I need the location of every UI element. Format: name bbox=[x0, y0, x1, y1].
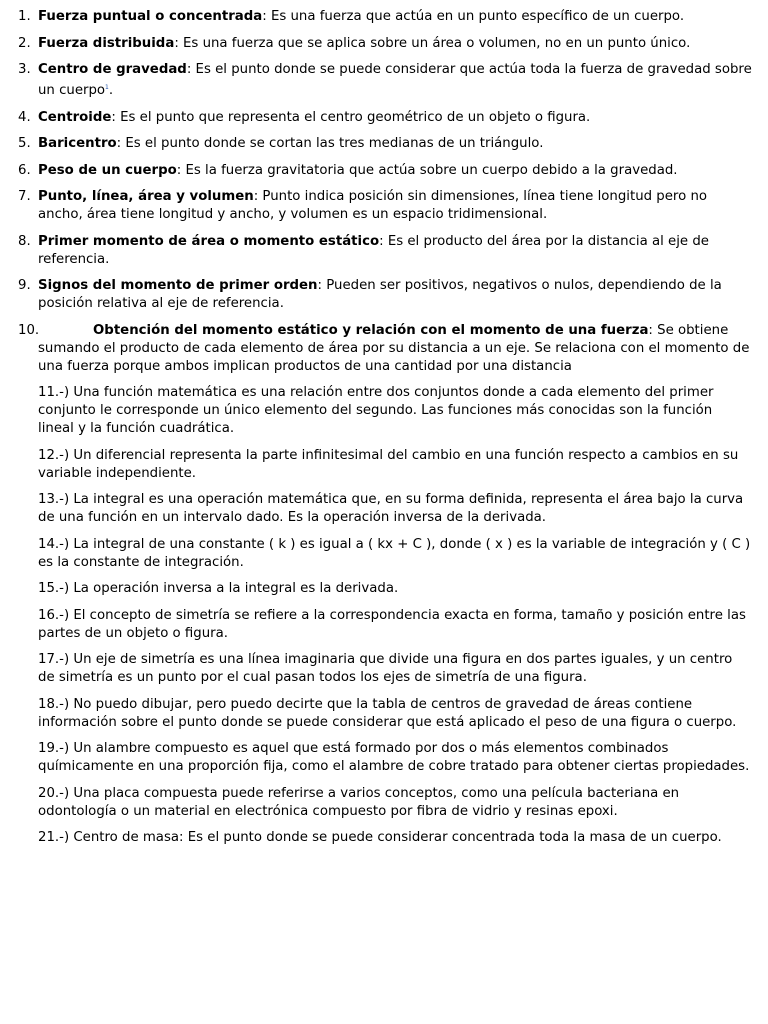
list-term: Fuerza puntual o concentrada bbox=[38, 9, 263, 24]
answer-paragraph: 20.-) Una placa compuesta puede referirse a varios conceptos, como una película bacteriana en odontología o un material en electrónica compuesto por fibra de vidrio y resinas epoxi. bbox=[38, 785, 680, 819]
list-term: Centro de gravedad bbox=[38, 62, 187, 77]
answer-paragraph: 15.-) La operación inversa a la integral es la derivada. bbox=[38, 581, 399, 596]
answer-paragraph: 11.-) Una función matemática es una relación entre dos conjuntos donde a cada elemento del primer conjunto le corresponde un único elemento del segundo. Las funciones más conocidas son la función lineal y la función cuadrática. bbox=[38, 385, 714, 436]
answer-paragraph: 16.-) El concepto de simetría se refiere a la correspondencia exacta en forma, tamaño y posición entre las partes de un objeto o figura. bbox=[38, 607, 746, 641]
list-number: 5. bbox=[18, 136, 31, 151]
list-number: 4. bbox=[18, 109, 31, 125]
list-number: 8. bbox=[18, 233, 31, 249]
list-term: Obtención del momento estático y relación con el momento de una fuerza bbox=[93, 322, 649, 338]
list-item bbox=[0, 233, 768, 269]
list-text: : Es el punto que representa el centro geométrico de un objeto o figura. bbox=[111, 109, 591, 125]
footnote-marker[interactable]: 1 bbox=[105, 84, 109, 91]
answer-paragraph: 21.-) Centro de masa: Es el punto donde se puede considerar concentrada toda la masa de un cuerpo. bbox=[38, 830, 722, 845]
list-item bbox=[0, 109, 768, 127]
answer-paragraph: 13.-) La integral es una operación matemática que, en su forma definida, representa el área bajo la curva de una función en un intervalo dado. Es la operación inversa de la derivada. bbox=[38, 492, 744, 525]
list-item bbox=[0, 162, 768, 180]
list-term: Baricentro bbox=[38, 136, 117, 151]
list-term: Punto, línea, área y volumen bbox=[38, 189, 254, 204]
list-item bbox=[0, 35, 768, 53]
list-text: : Punto indica posición sin dimensiones, línea tiene longitud pero no ancho, área tiene longitud y ancho, y volumen es un espacio tridimensional. bbox=[38, 189, 708, 222]
answer-paragraph: 18.-) No puedo dibujar, pero puedo decirte que la tabla de centros de gravedad de áreas contiene información sobre el punto donde se puede considerar que está aplicado el peso de una figura o cuerpo. bbox=[38, 696, 737, 730]
list-text: : Es una fuerza que se aplica sobre un área o volumen, no en un punto único. bbox=[174, 35, 691, 51]
document-body bbox=[0, 8, 768, 856]
list-number: 10. bbox=[18, 322, 40, 338]
list-number: 9. bbox=[18, 278, 31, 293]
list-number: 1. bbox=[18, 9, 31, 24]
list-text: : Es la fuerza gravitatoria que actúa sobre un cuerpo debido a la gravedad. bbox=[176, 162, 678, 178]
list-term: Signos del momento de primer orden bbox=[38, 278, 318, 293]
answer-paragraph: 14.-) La integral de una constante ( k ) es igual a ( kx + C ), donde ( x ) es la variable de integración y ( C ) es la constante de integración. bbox=[38, 536, 751, 570]
list-term: Centroide bbox=[38, 109, 112, 125]
list-item bbox=[0, 277, 768, 313]
list-item bbox=[0, 8, 768, 26]
answer-paragraph: 17.-) Un eje de simetría es una línea imaginaria que divide una figura en dos partes iguales, y un centro de simetría es un punto por el cual pasan todos los ejes de simetría de una figura. bbox=[38, 652, 733, 685]
answer-paragraph: 19.-) Un alambre compuesto es aquel que está formado por dos o más elementos combinados químicamente en una proporción fija, como el alambre de cobre tratado para obtener ciertas propiedades. bbox=[38, 741, 750, 774]
list-term: Fuerza distribuida bbox=[38, 35, 175, 51]
list-text: : Es el punto donde se cortan las tres medianas de un triángulo. bbox=[116, 136, 544, 151]
list-item bbox=[0, 61, 768, 100]
list-item bbox=[0, 135, 768, 153]
answer-paragraph: 12.-) Un diferencial representa la parte infinitesimal del cambio en una función respecto a cambios en su variable independiente. bbox=[38, 447, 739, 481]
list-term: Primer momento de área o momento estático bbox=[38, 233, 380, 249]
list-number: 7. bbox=[18, 189, 31, 204]
list-number: 2. bbox=[18, 35, 31, 51]
list-text: : Es el punto donde se puede considerar que actúa toda la fuerza de gravedad sobre un cuerpo bbox=[38, 62, 752, 98]
list-number: 3. bbox=[18, 62, 31, 77]
list-text: : Es una fuerza que actúa en un punto específico de un cuerpo. bbox=[262, 9, 685, 24]
list-item bbox=[0, 322, 768, 376]
list-term: Peso de un cuerpo bbox=[38, 162, 177, 178]
list-item bbox=[0, 188, 768, 224]
list-number: 6. bbox=[18, 162, 31, 178]
list-text: : Es el producto del área por la distancia al eje de referencia. bbox=[38, 233, 709, 267]
list-text-tail: . bbox=[108, 83, 114, 98]
list-text: : Se obtiene sumando el producto de cada elemento de área por su distancia a un eje. Se relaciona con el momento de una fuerza porque ambos implican productos de una cantidad por una distancia bbox=[38, 322, 750, 374]
list-text: : Pueden ser positivos, negativos o nulos, dependiendo de la posición relativa al eje de referencia. bbox=[38, 278, 722, 311]
